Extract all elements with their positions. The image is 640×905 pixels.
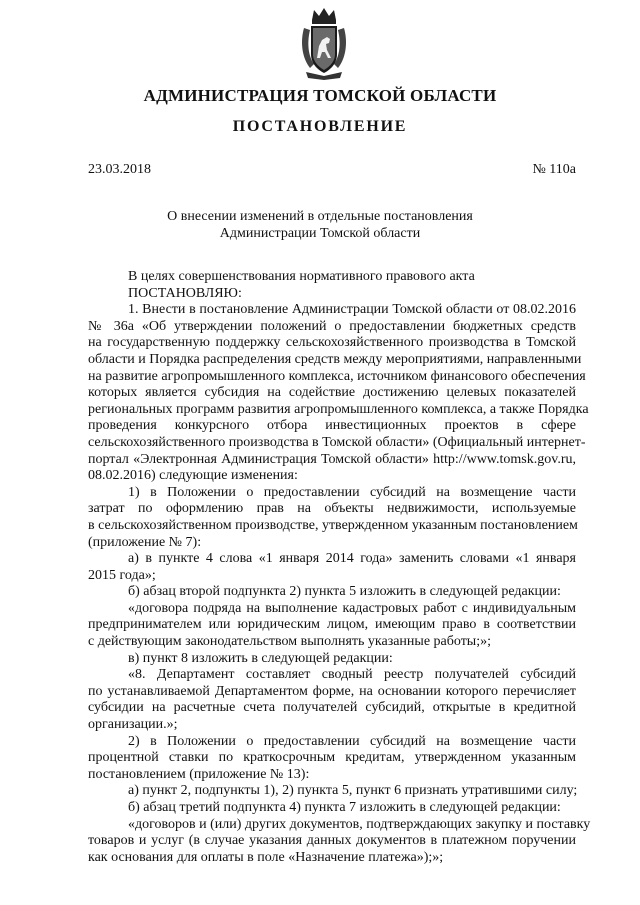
- body-line: субсидии на расчетные счета получателей субсидий, открытые в кредитной: [88, 700, 576, 716]
- body-line: постановлением (приложение № 13):: [88, 766, 310, 782]
- body-line: как основания для оплаты в поле «Назначение платежа»);»;: [88, 849, 444, 865]
- body-line: б) абзац второй подпункта 2) пункта 5 изложить в следующей редакции:: [128, 584, 561, 600]
- body-line: затрат по оформлению прав на объекты недвижимости, используемые: [88, 501, 576, 517]
- body-line: б) абзац третий подпункта 4) пункта 7 изложить в следующей редакции:: [128, 800, 561, 815]
- body-line: портал «Электронная Администрация Томской области» http://www.tomsk.gov.ru,: [88, 451, 576, 467]
- document-body: [88, 269, 591, 866]
- body-line: организации.»;: [88, 717, 178, 733]
- body-line: сельскохозяйственного производства в Томской области» (Официальный интернет-: [88, 434, 586, 450]
- subject-line: О внесении изменений в отдельные постановления: [167, 209, 473, 224]
- subject-line: Администрации Томской области: [219, 226, 421, 241]
- body-line: «8. Департамент составляет сводный реестр получателей субсидий: [128, 667, 576, 683]
- body-line: 1) в Положении о предоставлении субсидий на возмещение части: [128, 484, 576, 500]
- body-line: на государственную поддержку сельскохозяйственного производства в Томской: [88, 335, 576, 351]
- body-line: на развитие агропромышленного комплекса, источником финансового обеспечения: [88, 368, 586, 384]
- document-type: ПОСТАНОВЛЕНИЕ: [232, 118, 408, 135]
- body-line: области и Порядка распределения средств между мероприятиями, направленными: [88, 351, 582, 367]
- body-line: с действующим законодательством выполнять указанные работы;»;: [88, 634, 491, 650]
- body-line: а) в пункте 4 слова «1 января 2014 года» заменить словами «1 января: [128, 551, 576, 567]
- tomsk-region-coat-of-arms-icon: [300, 6, 348, 80]
- body-line: 2) в Положении о предоставлении субсидий на возмещение части: [128, 733, 576, 749]
- body-line: 2015 года»;: [88, 567, 156, 583]
- body-line: ПОСТАНОВЛЯЮ:: [128, 285, 242, 301]
- organization-title: АДМИНИСТРАЦИЯ ТОМСКОЙ ОБЛАСТИ: [143, 86, 497, 105]
- body-line: предпринимателем или юридическим лицом, имеющим право в соответствии: [88, 617, 576, 633]
- body-line: региональных программ развития агропромышленного комплекса, а также Порядка: [88, 401, 589, 417]
- body-line: 1. Внести в постановление Администрации Томской области от 08.02.2016: [128, 302, 576, 318]
- body-line: (приложение № 7):: [88, 534, 202, 550]
- body-line: в сельскохозяйственном производстве, утвержденном указанным постановлением: [88, 517, 578, 533]
- body-line: № 36а «Об утверждении положений о предоставлении бюджетных средств: [88, 318, 576, 334]
- body-line: проведения конкурсного отбора инвестиционных проектов в сфере: [88, 418, 576, 434]
- body-line: товаров и услуг (в случае указания данных документов в платежном поручении: [88, 833, 576, 849]
- document-subject: [0, 208, 640, 242]
- body-line: 08.02.2016) следующие изменения:: [88, 468, 298, 484]
- body-line: «договоров и (или) других документов, подтверждающих закупку и поставку: [128, 816, 591, 832]
- body-line: а) пункт 2, подпункты 1), 2) пункта 5, пункт 6 признать утратившими силу;: [128, 783, 578, 799]
- body-line: В целях совершенствования нормативного правового акта: [128, 269, 475, 284]
- document-number: № 110а: [532, 162, 576, 177]
- body-line: процентной ставки по краткосрочным кредитам, утвержденном указанным: [88, 750, 576, 766]
- document-date: 23.03.2018: [88, 162, 151, 177]
- body-line: «договора подряда на выполнение кадастровых работ с индивидуальным: [128, 600, 576, 616]
- body-line: по устанавливаемой Департаментом форме, на основании которого перечисляет: [88, 683, 576, 699]
- body-line: которых является субсидия на содействие достижению целевых показателей: [88, 385, 576, 401]
- body-line: в) пункт 8 изложить в следующей редакции:: [128, 650, 393, 666]
